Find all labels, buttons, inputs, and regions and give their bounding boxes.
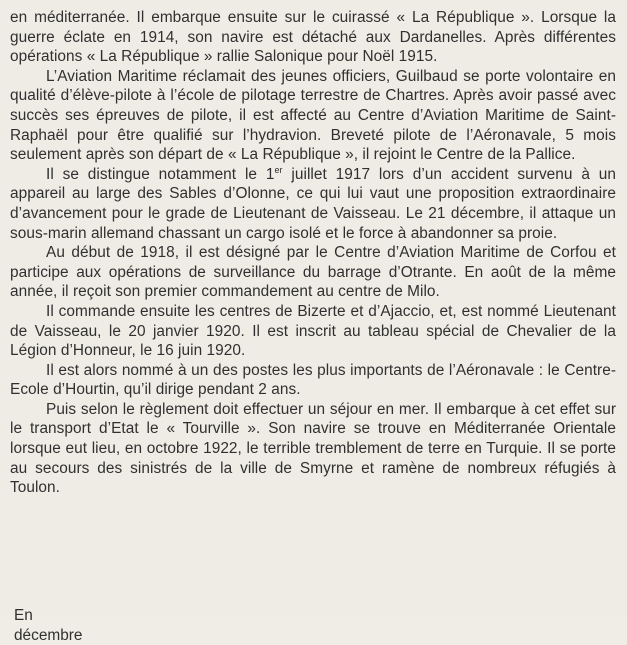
paragraph-2: L’Aviation Maritime réclamait des jeunes officiers, Guilbaud se porte volontaire en qualité d’élève-pilote à l’école de pilotage terrestre de Chartres. Après avoir passé avec succès ses épreuves de pilote, il est affecté au Centre d’Aviation Maritime de Saint-Raphaël pour être qualifié sur l’hydravion. Breveté pilote de l’Aéronavale, 5 mois seulement après son départ de « La République », il rejoint le Centre de la Pallice.: [10, 67, 616, 164]
paragraph-3-start: Il se distingue notamment le 1: [46, 165, 275, 183]
paragraph-4: Au début de 1918, il est désigné par le Centre d’Aviation Maritime de Corfou et participe aux opérations de surveillance du barrage d’Otrante. En août de la même année, il reçoit son premier commandement au centre de Milo.: [10, 244, 616, 301]
paragraph-5: Il commande ensuite les centres de Bizerte et d’Ajaccio, et, est nommé Lieutenant de Vaisseau, le 20 janvier 1920. Il est inscrit au tableau spécial de Chevalier de la Légion d’Honneur, le 16 juin 1920.: [10, 302, 616, 360]
paragraph-6: Il est alors nommé à un des postes les plus importants de l’Aéronavale : le Centre-Ecole d’Hourtin, qu’il dirige pendant 2 ans.: [10, 361, 616, 399]
paragraph-1: en méditerranée. Il embarque ensuite sur le cuirassé « La République ». Lorsque la guerre éclate en 1914, son navire est détaché aux Dardanelles. Après différentes opérations « La République » rallie Salonique pour Noël 1915.: [10, 9, 616, 66]
paragraph-3: [10, 165, 616, 243]
ordinal-superscript: er: [274, 164, 283, 175]
paragraph-3-rest: juillet 1917 lors d’un accident survenu à un appareil au large des Sables d’Olonne, ce qui lui vaut une proposition extraordinaire d’avancement pour le grade de Lieutenant de Vaisseau. Le 21 décembre, il attaque un sous-marin allemand chassant un cargo isolé et le force à abandonner sa proie.: [10, 165, 616, 242]
paragraph-7: Puis selon le règlement doit effectuer un séjour en mer. Il embarque à cet effet sur le transport d’Etat le « Tourville ». Son navire se trouve en Méditerranée Orientale lorsque eut lieu, en octobre 1922, le terrible tremblement de terre en Turquie. Il se porte au secours des sinistrés de la ville de Smyrne et ramène de nombreux réfugiés à Toulon.: [10, 400, 616, 497]
cut-off-line: En décembre: [14, 607, 83, 644]
document-body: [10, 8, 616, 498]
